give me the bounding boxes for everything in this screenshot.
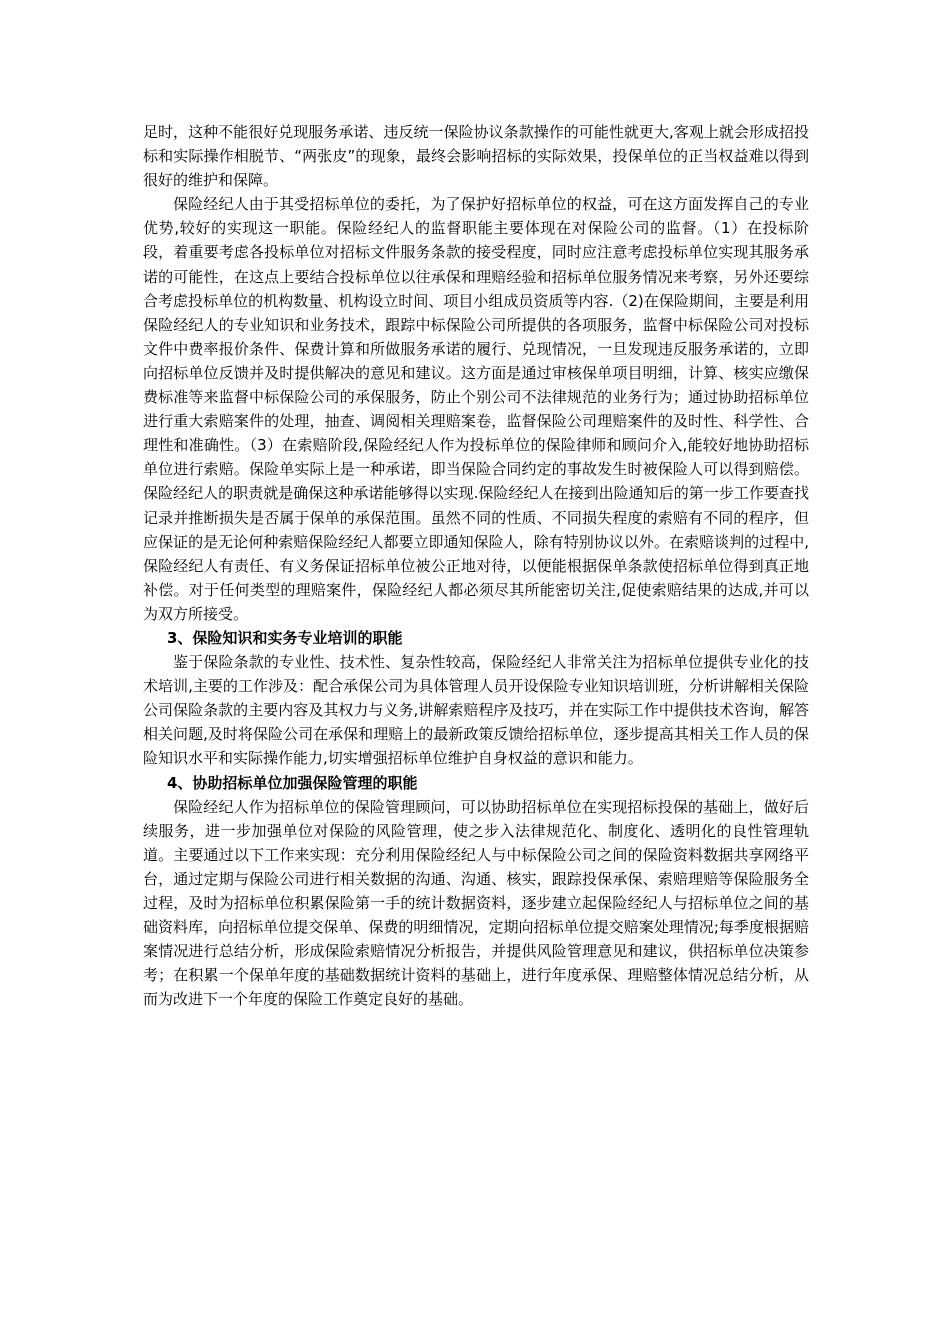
document-page: [143, 120, 809, 1011]
section-3-heading: 3、保险知识和实务专业培训的职能: [167, 628, 403, 647]
paragraph-supervision: 保险经纪人由于其受招标单位的委托，为了保护好招标单位的权益，可在这方面发挥自己的专业优势,较好的实现这一职能。保险经纪人的监督职能主要体现在对保险公司的监督。（1）在投标阶段，着重要考虑各投标单位对招标文件服务条款的接受程度，同时应注意考虑投标单位实现其服务承诺的可能性，在这点上要结合投标单位以往承保和理赔经验和招标单位服务情况来考察，另外还要综合考虑投标单位的机构数量、机构设立时间、项目小组成员资质等内容.（2)在保险期间，主要是利用保险经纪人的专业知识和业务技术，跟踪中标保险公司所提供的各项服务，监督中标保险公司对投标文件中费率报价条件、保费计算和所做服务承诺的履行、兑现情况，一旦发现违反服务承诺的，立即向招标单位反馈并及时提供解决的意见和建议。这方面是通过审核保单项目明细，计算、核实应缴保费标准等来监督中标保险公司的承保服务，防止个别公司不法律规范的业务行为；通过协助招标单位进行重大索赔案件的处理，抽查、调阅相关理赔案卷，监督保险公司理赔案件的及时性、科学性、合理性和准确性。（3）在索赔阶段,保险经纪人作为投标单位的保险律师和顾问介入,能较好地协助招标单位进行索赔。保险单实际上是一种承诺，即当保险合同约定的事故发生时被保险人可以得到赔偿。保险经纪人的职责就是确保这种承诺能够得以实现.保险经纪人在接到出险通知后的第一步工作要查找记录并推断损失是否属于保单的承保范围。虽然不同的性质、不同损失程度的索赔有不同的程序，但应保证的是无论何种索赔保险经纪人都要立即通知保险人，除有特别协议以外。在索赔谈判的过程中,保险经纪人有责任、有义务保证招标单位被公正地对待，以便能根据保单条款使招标单位得到真正地补偿。对于任何类型的理赔案件，保险经纪人都必须尽其所能密切关注,促使索赔结果的达成,并可以为双方所接受。: [143, 195, 809, 623]
paragraph-continuation: 足时，这种不能很好兑现服务承诺、违反统一保险协议条款操作的可能性就更大,客观上就会形成招投标和实际操作相脱节、“两张皮”的现象，最终会影响招标的实际效果，投保单位的正当权益难以得到很好的维护和保障。: [143, 123, 809, 190]
section-3-body: 鉴于保险条款的专业性、技术性、复杂性较高，保险经纪人非常关注为招标单位提供专业化的技术培训,主要的工作涉及：配合承保公司为具体管理人员开设保险专业知识培训班，分析讲解相关保险公司保险条款的主要内容及其权力与义务,讲解索赔程序及技巧，并在实际工作中提供技术咨询，解答相关问题,及时将保险公司在承保和理赔上的最新政策反馈给招标单位，逐步提高其相关工作人员的保险知识水平和实际操作能力,切实增强招标单位维护自身权益的意识和能力。: [143, 653, 809, 768]
section-4-body: 保险经纪人作为招标单位的保险管理顾问，可以协助招标单位在实现招标投保的基础上，做好后续服务，进一步加强单位对保险的风险管理，使之步入法律规范化、制度化、透明化的良性管理轨道。主要通过以下工作来实现：充分利用保险经纪人与中标保险公司之间的保险资料数据共享网络平台，通过定期与保险公司进行相关数据的沟通、沟通、核实，跟踪投保承保、索赔理赔等保险服务全过程，及时为招标单位积累保险第一手的统计数据资料，逐步建立起保险经纪人与招标单位之间的基础资料库，向招标单位提交保单、保费的明细情况，定期向招标单位提交赔案处理情况;每季度根据赔案情况进行总结分析，形成保险索赔情况分析报告，并提供风险管理意见和建议，供招标单位决策参考；在积累一个保单年度的基础数据统计资料的基础上，进行年度承保、理赔整体情况总结分析，从而为改进下一个年度的保险工作奠定良好的基础。: [143, 797, 809, 1009]
section-4-heading: 4、协助招标单位加强保险管理的职能: [167, 773, 418, 792]
